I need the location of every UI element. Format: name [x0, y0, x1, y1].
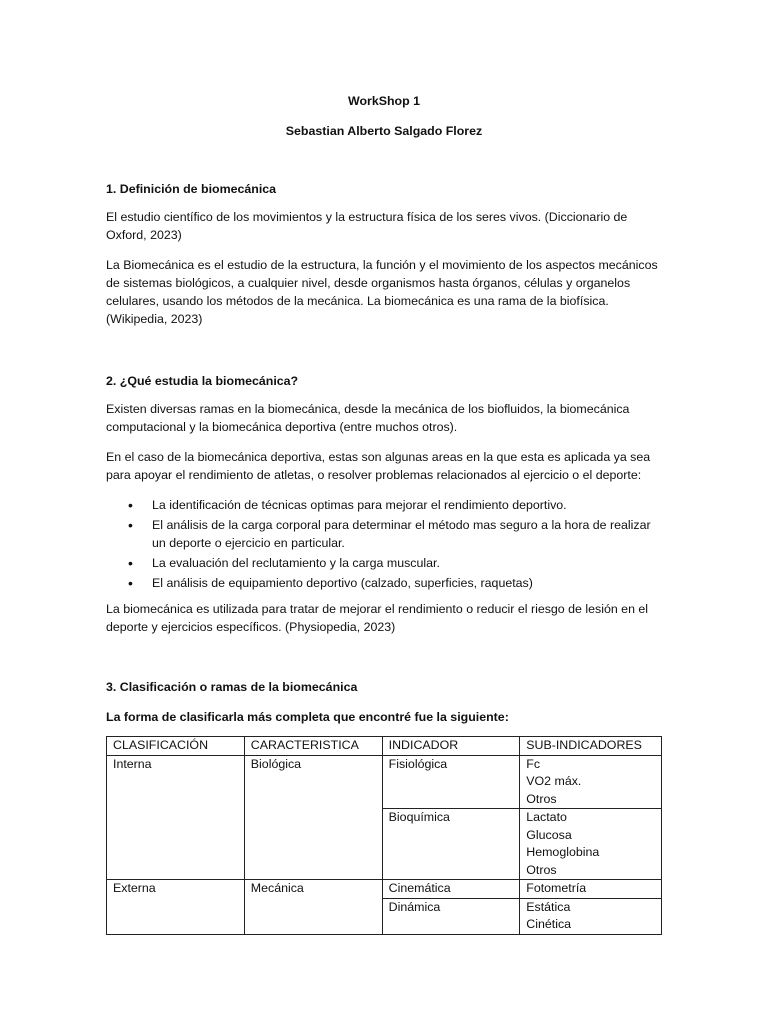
sub-indicator: Estática — [526, 899, 571, 914]
cell-clasificacion: Externa — [107, 880, 245, 935]
table-header-row — [107, 737, 662, 756]
cell-sub-indicadores — [520, 898, 662, 934]
table-row — [107, 755, 662, 809]
cell-sub-indicadores — [520, 809, 662, 880]
cell-indicador: Fisiológica — [382, 755, 520, 809]
section-1-paragraph-1: El estudio científico de los movimientos y la estructura física de los seres vivos. (Diccionario de Oxford, 2023) — [106, 210, 628, 242]
sub-indicator: Otros — [526, 862, 557, 877]
bullet-item: • El análisis de la carga corporal para determinar el método mas seguro a la hora de realizar un deporte o ejercicio en particular. — [152, 516, 662, 552]
section-2-bullet-list — [106, 496, 662, 594]
bullet-item: • La evaluación del reclutamiento y la carga muscular. — [152, 554, 662, 572]
cell-sub-indicadores — [520, 880, 662, 899]
header-indicador: INDICADOR — [382, 737, 520, 756]
sub-indicator: Hemoglobina — [526, 845, 600, 859]
cell-caracteristica: Mecánica — [244, 880, 382, 935]
section-3-intro: La forma de clasificarla más completa que encontré fue la siguiente: — [106, 710, 509, 724]
sub-indicator: VO2 máx. — [526, 774, 582, 788]
sub-indicator: Cinética — [526, 917, 572, 931]
section-3-heading: 3. Clasificación o ramas de la biomecánica — [106, 680, 358, 694]
sub-indicator: Lactato — [526, 810, 567, 824]
document-title: WorkShop 1 — [347, 94, 421, 108]
section-2-heading: 2. ¿Qué estudia la biomecánica? — [106, 374, 299, 388]
cell-indicador: Bioquímica — [382, 809, 520, 880]
cell-clasificacion: Interna — [107, 755, 245, 880]
bullet-item: • El análisis de equipamiento deportivo (calzado, superficies, raquetas) — [152, 574, 662, 592]
cell-caracteristica: Biológica — [244, 755, 382, 880]
cell-indicador: Dinámica — [382, 898, 520, 934]
document-author: Sebastian Alberto Salgado Florez — [285, 124, 483, 138]
cell-indicador: Cinemática — [382, 880, 520, 899]
section-2-paragraph-1: Existen diversas ramas en la biomecánica, desde la mecánica de los biofluidos, la biomecánica computacional y la biomecánica deportiva (entre muchos otros). — [106, 402, 630, 434]
cell-sub-indicadores — [520, 755, 662, 809]
sub-indicator: Glucosa — [526, 827, 572, 842]
table-row — [107, 880, 662, 899]
section-1-heading: 1. Definición de biomecánica — [106, 182, 277, 196]
sub-indicator: Fotometría — [526, 881, 587, 895]
section-2-paragraph-3: La biomecánica es utilizada para tratar de mejorar el rendimiento o reducir el riesgo de lesión en el deporte y ejercicios específicos. (Physiopedia, 2023) — [106, 602, 649, 634]
header-sub-indicadores: SUB-INDICADORES — [520, 737, 662, 756]
header-caracteristica: CARACTERISTICA — [244, 737, 382, 756]
header-clasificacion: CLASIFICACIÓN — [107, 737, 245, 756]
sub-indicator: Fc — [526, 756, 541, 771]
bullet-item: • La identificación de técnicas optimas para mejorar el rendimiento deportivo. — [152, 496, 662, 514]
section-1-paragraph-2: La Biomecánica es el estudio de la estructura, la función y el movimiento de los aspectos mecánicos de sistemas biológicos, a cualquier nivel, desde organismos hasta órganos, células y organelos celulares, usando los métodos de la mecánica. La biomecánica es una rama de la biofísica. (Wikipedia, 2023) — [106, 258, 658, 326]
sub-indicator: Otros — [526, 791, 557, 806]
section-2-paragraph-2: En el caso de la biomecánica deportiva, estas son algunas areas en la que esta es aplicada ya sea para apoyar el rendimiento de atletas, o resolver problemas relacionados al ejercicio o el deporte: — [106, 450, 651, 482]
classification-table — [106, 736, 662, 935]
